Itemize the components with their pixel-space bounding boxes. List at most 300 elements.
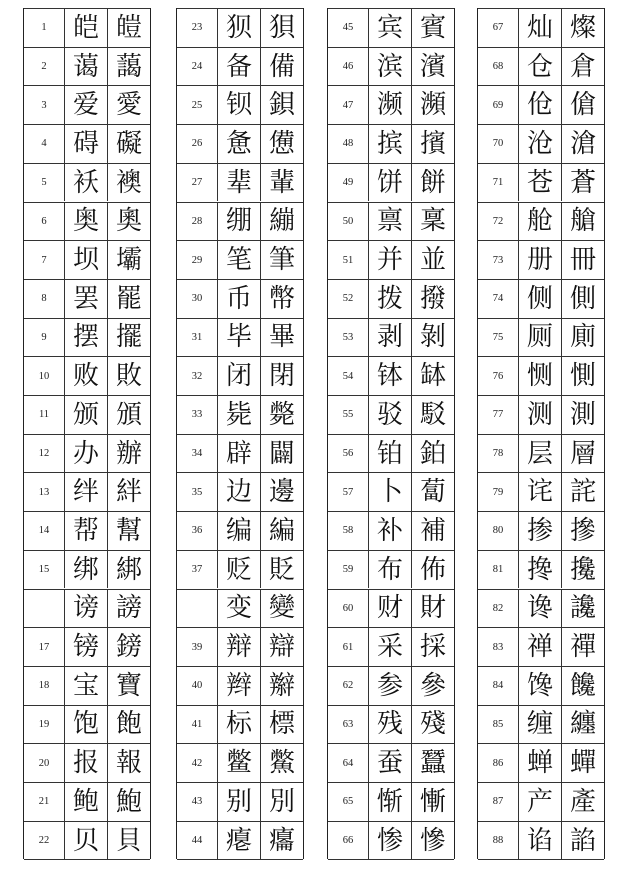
table-row bbox=[177, 472, 303, 511]
row-number: 37 bbox=[177, 551, 218, 589]
simplified-char: 边 bbox=[218, 473, 261, 511]
traditional-char: 傖 bbox=[569, 90, 596, 121]
traditional-char: 稟 bbox=[419, 206, 446, 237]
traditional-char: 編 bbox=[268, 515, 295, 546]
simplified-char: 绷 bbox=[218, 203, 261, 241]
simplified-char: 别 bbox=[218, 783, 261, 821]
traditional-char: 艙 bbox=[569, 206, 596, 237]
simplified-char: 舱 bbox=[519, 203, 562, 241]
row-number: 15 bbox=[24, 551, 65, 589]
row-number: 39 bbox=[177, 628, 218, 666]
table-row bbox=[328, 705, 454, 744]
row-number: 11 bbox=[24, 396, 65, 434]
table-row bbox=[177, 627, 303, 666]
row-number: 51 bbox=[328, 241, 369, 279]
table-row bbox=[478, 821, 604, 861]
table-row bbox=[177, 589, 303, 628]
traditional-char: 奧 bbox=[115, 206, 142, 237]
table-row bbox=[328, 627, 454, 666]
simplified-char: 采 bbox=[369, 628, 412, 666]
simplified-char: 层 bbox=[519, 435, 562, 473]
row-number: 8 bbox=[24, 280, 65, 318]
traditional-char: 蔔 bbox=[419, 477, 446, 508]
row-number: 53 bbox=[328, 319, 369, 357]
table-row bbox=[24, 8, 150, 47]
simplified-char: 爱 bbox=[65, 86, 108, 124]
traditional-char: 鮑 bbox=[115, 786, 142, 817]
simplified-char: 罢 bbox=[65, 280, 108, 318]
table-row bbox=[177, 705, 303, 744]
simplified-char: 钡 bbox=[218, 86, 261, 124]
simplified-char: 剥 bbox=[369, 319, 412, 357]
table-column bbox=[176, 8, 304, 859]
simplified-char: 瘪 bbox=[218, 822, 261, 860]
traditional-char: 並 bbox=[419, 245, 446, 276]
row-number: 79 bbox=[478, 473, 519, 511]
row-number: 61 bbox=[328, 628, 369, 666]
table-row bbox=[328, 589, 454, 628]
traditional-char: 憊 bbox=[268, 128, 295, 159]
traditional-char: 層 bbox=[569, 438, 596, 469]
table-row bbox=[328, 666, 454, 705]
traditional-char: 慘 bbox=[419, 825, 446, 856]
table-row bbox=[177, 666, 303, 705]
row-number: 45 bbox=[328, 9, 369, 47]
simplified-char: 搀 bbox=[519, 551, 562, 589]
simplified-char: 残 bbox=[369, 706, 412, 744]
simplified-char: 颁 bbox=[65, 396, 108, 434]
table-row bbox=[478, 705, 604, 744]
table-row bbox=[24, 550, 150, 589]
table-row bbox=[328, 472, 454, 511]
table-row bbox=[177, 356, 303, 395]
row-number: 20 bbox=[24, 744, 65, 782]
simplified-char: 蔼 bbox=[65, 48, 108, 86]
table-row bbox=[24, 782, 150, 821]
row-number: 83 bbox=[478, 628, 519, 666]
traditional-char: 纏 bbox=[569, 709, 596, 740]
traditional-char: 幫 bbox=[115, 515, 142, 546]
traditional-char: 愛 bbox=[115, 90, 142, 121]
row-number: 23 bbox=[177, 9, 218, 47]
traditional-char: 斃 bbox=[268, 399, 295, 430]
table-row bbox=[24, 395, 150, 434]
simplified-char: 禅 bbox=[519, 628, 562, 666]
table-row bbox=[177, 821, 303, 861]
traditional-char: 饞 bbox=[569, 670, 596, 701]
simplified-char: 灿 bbox=[519, 9, 562, 47]
traditional-char: 鎊 bbox=[115, 632, 142, 663]
traditional-char: 餅 bbox=[419, 167, 446, 198]
table-row bbox=[478, 395, 604, 434]
simplified-char: 测 bbox=[519, 396, 562, 434]
traditional-char: 礙 bbox=[115, 128, 142, 159]
simplified-char: 恻 bbox=[519, 357, 562, 395]
traditional-char: 邊 bbox=[268, 477, 295, 508]
simplified-char: 宝 bbox=[65, 667, 108, 705]
table-row bbox=[328, 202, 454, 241]
simplified-char: 毙 bbox=[218, 396, 261, 434]
table-row bbox=[478, 627, 604, 666]
table-row bbox=[24, 318, 150, 357]
simplified-char: 惫 bbox=[218, 125, 261, 163]
table-row bbox=[328, 85, 454, 124]
row-number bbox=[24, 590, 65, 628]
table-row bbox=[177, 47, 303, 86]
simplified-char: 贝 bbox=[65, 822, 108, 860]
table-row bbox=[328, 163, 454, 202]
row-number: 33 bbox=[177, 396, 218, 434]
row-number: 84 bbox=[478, 667, 519, 705]
traditional-char: 摻 bbox=[569, 515, 596, 546]
traditional-char: 參 bbox=[419, 670, 446, 701]
simplified-char: 辟 bbox=[218, 435, 261, 473]
row-number: 26 bbox=[177, 125, 218, 163]
table-row bbox=[478, 47, 604, 86]
simplified-char: 濒 bbox=[369, 86, 412, 124]
traditional-char: 鉑 bbox=[419, 438, 446, 469]
traditional-char: 癟 bbox=[268, 825, 295, 856]
simplified-char: 帮 bbox=[65, 512, 108, 550]
simplified-char: 卜 bbox=[369, 473, 412, 511]
row-number: 59 bbox=[328, 551, 369, 589]
simplified-char: 沧 bbox=[519, 125, 562, 163]
traditional-char: 幣 bbox=[268, 283, 295, 314]
row-number: 43 bbox=[177, 783, 218, 821]
simplified-char: 鲍 bbox=[65, 783, 108, 821]
simplified-char: 诧 bbox=[519, 473, 562, 511]
row-number: 52 bbox=[328, 280, 369, 318]
table-row bbox=[478, 589, 604, 628]
traditional-char: 絆 bbox=[115, 477, 142, 508]
table-row bbox=[478, 85, 604, 124]
row-number: 60 bbox=[328, 590, 369, 628]
table-row bbox=[328, 434, 454, 473]
row-number: 18 bbox=[24, 667, 65, 705]
simplified-char: 绊 bbox=[65, 473, 108, 511]
simplified-char: 禀 bbox=[369, 203, 412, 241]
traditional-char: 濱 bbox=[419, 51, 446, 82]
traditional-char: 蠶 bbox=[419, 748, 446, 779]
traditional-char: 慚 bbox=[419, 786, 446, 817]
traditional-char: 謗 bbox=[115, 593, 142, 624]
row-number: 24 bbox=[177, 48, 218, 86]
traditional-char: 財 bbox=[419, 593, 446, 624]
table-row bbox=[478, 279, 604, 318]
table-row bbox=[177, 8, 303, 47]
table-row bbox=[328, 47, 454, 86]
table-column bbox=[477, 8, 605, 859]
simplified-char: 财 bbox=[369, 590, 412, 628]
row-number: 17 bbox=[24, 628, 65, 666]
traditional-char: 禪 bbox=[569, 632, 596, 663]
table-row bbox=[328, 395, 454, 434]
simplified-char: 奥 bbox=[65, 203, 108, 241]
traditional-char: 諂 bbox=[569, 825, 596, 856]
row-number: 7 bbox=[24, 241, 65, 279]
row-number: 73 bbox=[478, 241, 519, 279]
table-row bbox=[24, 743, 150, 782]
row-number: 14 bbox=[24, 512, 65, 550]
simplified-char: 铂 bbox=[369, 435, 412, 473]
traditional-char: 讒 bbox=[569, 593, 596, 624]
simplified-char: 饼 bbox=[369, 164, 412, 202]
simplified-char: 蚕 bbox=[369, 744, 412, 782]
row-number: 65 bbox=[328, 783, 369, 821]
traditional-char: 佈 bbox=[419, 554, 446, 585]
row-number: 74 bbox=[478, 280, 519, 318]
traditional-char: 敗 bbox=[115, 361, 142, 392]
traditional-char: 皚 bbox=[115, 12, 142, 43]
simplified-char: 缠 bbox=[519, 706, 562, 744]
table-row bbox=[177, 279, 303, 318]
table-row bbox=[328, 782, 454, 821]
table-row bbox=[24, 240, 150, 279]
table-row bbox=[24, 202, 150, 241]
traditional-char: 鱉 bbox=[268, 748, 295, 779]
row-number: 69 bbox=[478, 86, 519, 124]
table-row bbox=[24, 124, 150, 163]
row-number: 12 bbox=[24, 435, 65, 473]
traditional-char: 標 bbox=[268, 709, 295, 740]
table-row bbox=[24, 163, 150, 202]
traditional-char: 報 bbox=[115, 748, 142, 779]
row-number: 31 bbox=[177, 319, 218, 357]
traditional-char: 剝 bbox=[419, 322, 446, 353]
traditional-char: 賓 bbox=[419, 12, 446, 43]
traditional-char: 滄 bbox=[569, 128, 596, 159]
table-row bbox=[328, 821, 454, 861]
row-number: 67 bbox=[478, 9, 519, 47]
traditional-char: 瀕 bbox=[419, 90, 446, 121]
simplified-char: 毕 bbox=[218, 319, 261, 357]
simplified-char: 布 bbox=[369, 551, 412, 589]
table-row bbox=[478, 163, 604, 202]
simplified-char: 伧 bbox=[519, 86, 562, 124]
table-column bbox=[327, 8, 455, 859]
simplified-char: 掺 bbox=[519, 512, 562, 550]
traditional-char: 壩 bbox=[115, 245, 142, 276]
row-number: 77 bbox=[478, 396, 519, 434]
row-number: 19 bbox=[24, 706, 65, 744]
simplified-char: 惨 bbox=[369, 822, 412, 860]
simplified-char: 苍 bbox=[519, 164, 562, 202]
simplified-char: 饱 bbox=[65, 706, 108, 744]
traditional-char: 詫 bbox=[569, 477, 596, 508]
traditional-char: 藹 bbox=[115, 51, 142, 82]
simplified-char: 仓 bbox=[519, 48, 562, 86]
table-row bbox=[328, 279, 454, 318]
row-number: 3 bbox=[24, 86, 65, 124]
row-number: 48 bbox=[328, 125, 369, 163]
simplified-char: 惭 bbox=[369, 783, 412, 821]
simplified-char: 坝 bbox=[65, 241, 108, 279]
simplified-char: 摈 bbox=[369, 125, 412, 163]
simplified-char: 绑 bbox=[65, 551, 108, 589]
simplified-char: 辫 bbox=[218, 667, 261, 705]
simplified-char: 产 bbox=[519, 783, 562, 821]
traditional-char: 鋇 bbox=[268, 90, 295, 121]
table-row bbox=[328, 550, 454, 589]
row-number: 6 bbox=[24, 203, 65, 241]
row-number: 9 bbox=[24, 319, 65, 357]
traditional-char: 閉 bbox=[268, 361, 295, 392]
row-number bbox=[177, 590, 218, 628]
row-number: 54 bbox=[328, 357, 369, 395]
traditional-char: 闢 bbox=[268, 438, 295, 469]
table-row bbox=[177, 240, 303, 279]
traditional-char: 變 bbox=[268, 593, 295, 624]
row-number: 88 bbox=[478, 822, 519, 860]
table-row bbox=[328, 240, 454, 279]
row-number: 80 bbox=[478, 512, 519, 550]
traditional-char: 備 bbox=[268, 51, 295, 82]
row-number: 44 bbox=[177, 822, 218, 860]
table-row bbox=[177, 85, 303, 124]
row-number: 42 bbox=[177, 744, 218, 782]
traditional-char: 別 bbox=[268, 786, 295, 817]
row-number: 85 bbox=[478, 706, 519, 744]
traditional-char: 攙 bbox=[569, 554, 596, 585]
row-number: 55 bbox=[328, 396, 369, 434]
row-number: 57 bbox=[328, 473, 369, 511]
simplified-char: 摆 bbox=[65, 319, 108, 357]
row-number: 64 bbox=[328, 744, 369, 782]
table-row bbox=[478, 240, 604, 279]
table-row bbox=[328, 356, 454, 395]
row-number: 1 bbox=[24, 9, 65, 47]
simplified-char: 辈 bbox=[218, 164, 261, 202]
row-number: 2 bbox=[24, 48, 65, 86]
traditional-char: 辯 bbox=[268, 632, 295, 663]
row-number: 28 bbox=[177, 203, 218, 241]
row-number: 78 bbox=[478, 435, 519, 473]
row-number: 21 bbox=[24, 783, 65, 821]
simplified-char: 币 bbox=[218, 280, 261, 318]
row-number: 22 bbox=[24, 822, 65, 860]
row-number: 36 bbox=[177, 512, 218, 550]
traditional-char: 測 bbox=[569, 399, 596, 430]
row-number: 4 bbox=[24, 125, 65, 163]
table-row bbox=[177, 511, 303, 550]
traditional-char: 頒 bbox=[115, 399, 142, 430]
table-row bbox=[478, 356, 604, 395]
table-row bbox=[177, 782, 303, 821]
simplified-char: 败 bbox=[65, 357, 108, 395]
traditional-char: 廁 bbox=[569, 322, 596, 353]
traditional-char: 狽 bbox=[268, 12, 295, 43]
row-number: 66 bbox=[328, 822, 369, 860]
table-row bbox=[328, 124, 454, 163]
traditional-char: 燦 bbox=[569, 12, 596, 43]
traditional-char: 殘 bbox=[419, 709, 446, 740]
table-row bbox=[478, 550, 604, 589]
table-row bbox=[177, 434, 303, 473]
simplified-char: 谄 bbox=[519, 822, 562, 860]
row-number: 58 bbox=[328, 512, 369, 550]
table-row bbox=[177, 163, 303, 202]
simplified-char: 袄 bbox=[65, 164, 108, 202]
table-row bbox=[478, 202, 604, 241]
traditional-char: 缽 bbox=[419, 361, 446, 392]
table-row bbox=[177, 318, 303, 357]
table-row bbox=[328, 511, 454, 550]
table-row bbox=[177, 743, 303, 782]
row-number: 10 bbox=[24, 357, 65, 395]
table-row bbox=[177, 395, 303, 434]
table-row bbox=[24, 821, 150, 861]
simplified-char: 钵 bbox=[369, 357, 412, 395]
simplified-char: 狈 bbox=[218, 9, 261, 47]
traditional-char: 蟬 bbox=[569, 748, 596, 779]
simplified-char: 编 bbox=[218, 512, 261, 550]
table-row bbox=[177, 550, 303, 589]
row-number: 13 bbox=[24, 473, 65, 511]
simplified-char: 碍 bbox=[65, 125, 108, 163]
simplified-char: 馋 bbox=[519, 667, 562, 705]
simplified-char: 笔 bbox=[218, 241, 261, 279]
simplified-char: 宾 bbox=[369, 9, 412, 47]
simplified-char: 滨 bbox=[369, 48, 412, 86]
traditional-char: 罷 bbox=[115, 283, 142, 314]
row-number: 87 bbox=[478, 783, 519, 821]
traditional-char: 冊 bbox=[569, 245, 596, 276]
table-row bbox=[24, 434, 150, 473]
table-row bbox=[328, 743, 454, 782]
traditional-char: 辮 bbox=[268, 670, 295, 701]
row-number: 27 bbox=[177, 164, 218, 202]
row-number: 76 bbox=[478, 357, 519, 395]
table-row bbox=[177, 124, 303, 163]
traditional-char: 飽 bbox=[115, 709, 142, 740]
traditional-char: 貝 bbox=[115, 825, 142, 856]
simplified-char: 谗 bbox=[519, 590, 562, 628]
simplified-char: 备 bbox=[218, 48, 261, 86]
table-row bbox=[478, 318, 604, 357]
table-row bbox=[177, 202, 303, 241]
traditional-char: 輩 bbox=[268, 167, 295, 198]
table-row bbox=[24, 279, 150, 318]
simplified-char: 皑 bbox=[65, 9, 108, 47]
table-row bbox=[24, 627, 150, 666]
row-number: 72 bbox=[478, 203, 519, 241]
traditional-char: 辦 bbox=[115, 438, 142, 469]
row-number: 70 bbox=[478, 125, 519, 163]
row-number: 41 bbox=[177, 706, 218, 744]
simplified-char: 并 bbox=[369, 241, 412, 279]
table-row bbox=[24, 472, 150, 511]
traditional-char: 綁 bbox=[115, 554, 142, 585]
traditional-char: 補 bbox=[419, 515, 446, 546]
traditional-char: 貶 bbox=[268, 554, 295, 585]
simplified-char: 补 bbox=[369, 512, 412, 550]
row-number: 81 bbox=[478, 551, 519, 589]
traditional-char: 駁 bbox=[419, 399, 446, 430]
traditional-char: 蒼 bbox=[569, 167, 596, 198]
simplified-char: 驳 bbox=[369, 396, 412, 434]
row-number: 32 bbox=[177, 357, 218, 395]
simplified-char: 镑 bbox=[65, 628, 108, 666]
row-number: 63 bbox=[328, 706, 369, 744]
row-number: 82 bbox=[478, 590, 519, 628]
row-number: 34 bbox=[177, 435, 218, 473]
table-row bbox=[24, 705, 150, 744]
traditional-char: 襖 bbox=[115, 167, 142, 198]
simplified-char: 参 bbox=[369, 667, 412, 705]
table-row bbox=[24, 356, 150, 395]
traditional-char: 惻 bbox=[569, 361, 596, 392]
simplified-char: 辩 bbox=[218, 628, 261, 666]
